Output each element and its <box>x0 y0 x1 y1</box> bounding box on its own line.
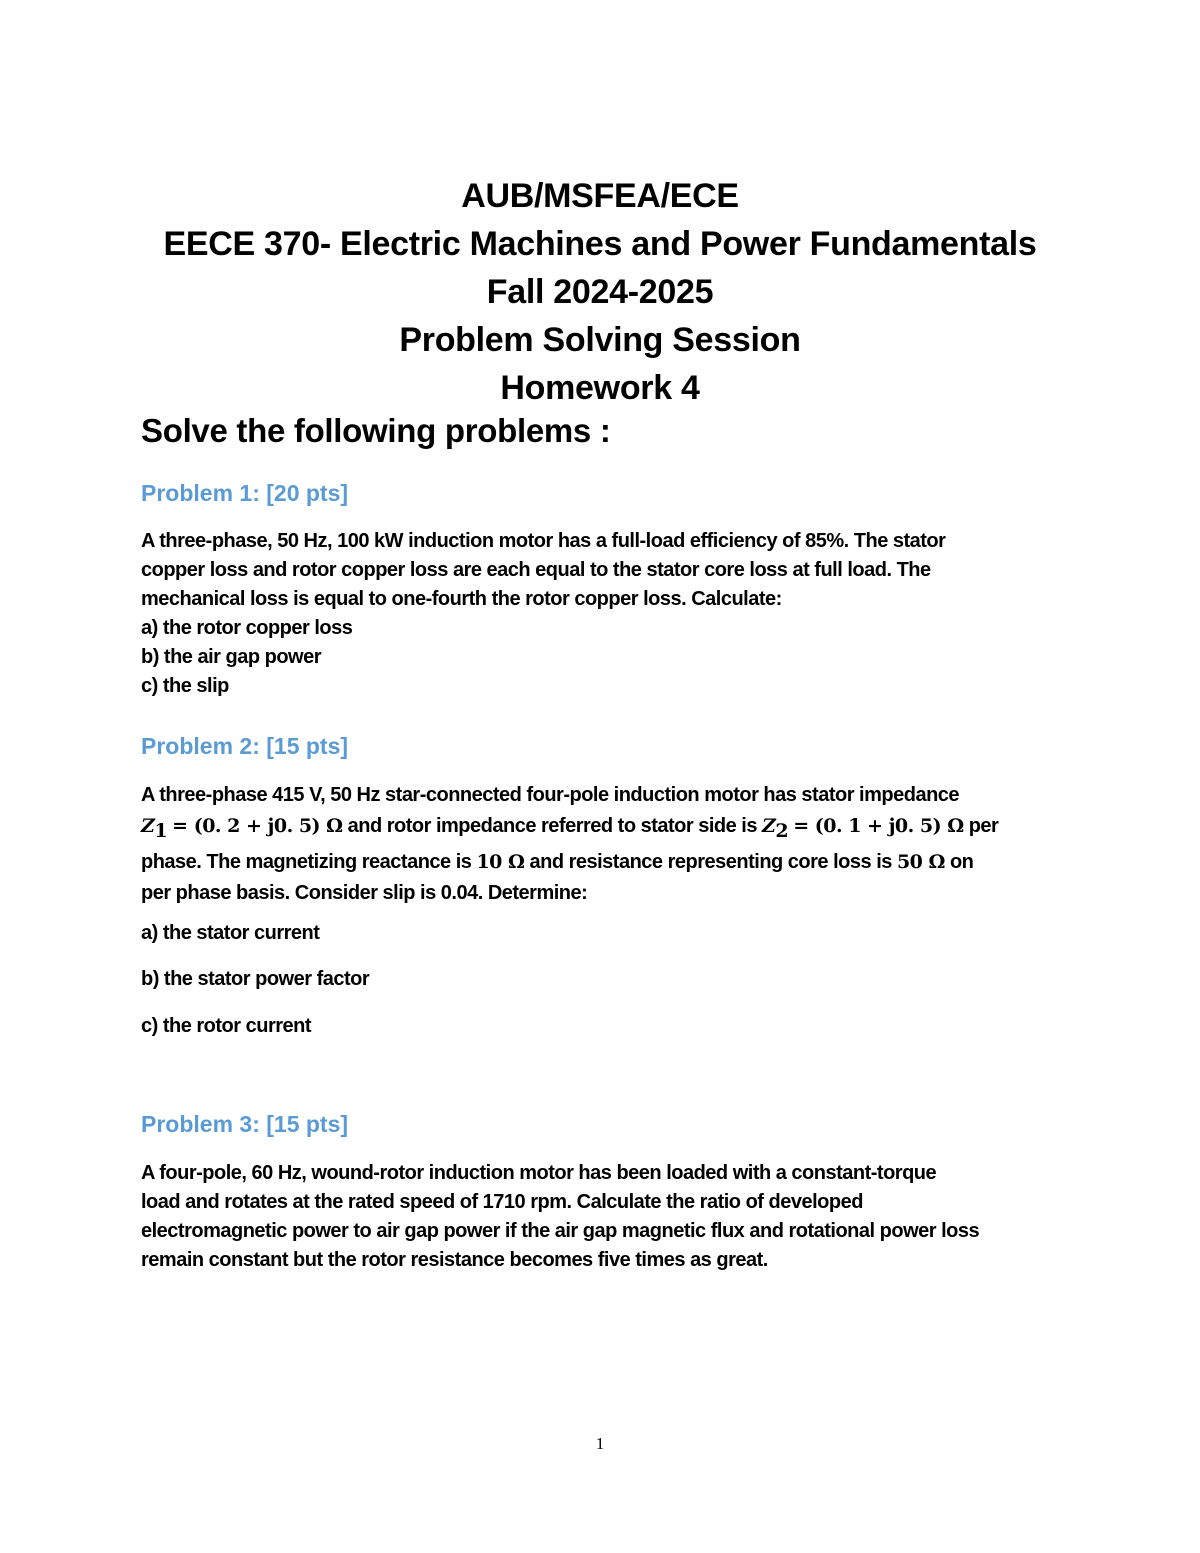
problem-2-line-4: per phase basis. Consider slip is 0.04. Determine: <box>141 882 588 904</box>
problem-2-item-b: b) the stator power factor <box>141 968 370 990</box>
instruction-heading: Solve the following problems : <box>141 412 611 449</box>
problem-2-line-1: A three-phase 415 V, 50 Hz star-connected four-pole induction motor has stator impedance <box>141 784 960 806</box>
z1-value: = (0. 2 + j0. 5) Ω <box>172 815 343 837</box>
problem-1-line-2: copper loss and rotor copper loss are each equal to the stator core loss at full load. The <box>141 559 931 581</box>
problem-1-item-b: b) the air gap power <box>141 646 322 668</box>
institution-line: AUB/MSFEA/ECE <box>461 177 739 215</box>
problem-3-line-3: electromagnetic power to air gap power if the air gap magnetic flux and rotational power loss <box>141 1220 980 1242</box>
problem-1-item-c: c) the slip <box>141 675 229 697</box>
problem-1-line-3: mechanical loss is equal to one-fourth the rotor copper loss. Calculate: <box>141 588 782 610</box>
z2-value: = (0. 1 + j0. 5) Ω <box>793 815 964 837</box>
course-title: EECE 370- Electric Machines and Power Fundamentals <box>163 225 1037 263</box>
homework-title: Homework 4 <box>500 369 700 407</box>
problem-2-line-3-a: phase. The magnetizing reactance is <box>141 851 472 873</box>
magnetizing-reactance-value: 10 Ω <box>476 851 525 873</box>
session-title: Problem Solving Session <box>399 321 801 359</box>
z1-subscript: 1 <box>154 820 168 842</box>
problem-3-line-2: load and rotates at the rated speed of 1710 rpm. Calculate the ratio of developed <box>141 1191 863 1213</box>
problem-2-heading: Problem 2: [15 pts] <box>141 733 349 759</box>
z1-symbol: Z <box>141 815 155 837</box>
problem-3-line-4: remain constant but the rotor resistance becomes five times as great. <box>141 1249 768 1271</box>
semester: Fall 2024-2025 <box>486 273 714 311</box>
problem-3-text <box>141 1159 1071 1275</box>
problem-2-item-c: c) the rotor current <box>141 1015 312 1037</box>
core-loss-resistance-value: 50 Ω <box>896 851 945 873</box>
problem-2-line-3 <box>141 847 1071 878</box>
problem-2-line-2-mid: and rotor impedance referred to stator side is <box>347 815 757 837</box>
problem-1-item-a: a) the rotor copper loss <box>141 617 353 639</box>
problem-1-line-1: A three-phase, 50 Hz, 100 kW induction motor has a full-load efficiency of 85%. The stator <box>141 530 946 552</box>
problem-2-line-3-c: on <box>949 851 974 873</box>
z2-subscript: 2 <box>775 820 789 842</box>
problem-3-line-1: A four-pole, 60 Hz, wound-rotor induction motor has been loaded with a constant-torque <box>141 1162 937 1184</box>
z2-symbol: Z <box>762 815 776 837</box>
document-header <box>0 172 1200 412</box>
page-number: 1 <box>595 1434 605 1453</box>
problem-1-text <box>141 527 1071 701</box>
problem-2-line-2-end: per <box>968 815 999 837</box>
problem-2-line-2 <box>141 811 1071 847</box>
problem-2-item-a: a) the stator current <box>141 922 320 944</box>
problem-2-line-3-b: and resistance representing core loss is <box>529 851 892 873</box>
problem-2-text <box>141 780 1071 909</box>
problem-1-heading: Problem 1: [20 pts] <box>141 480 349 506</box>
problem-3-heading: Problem 3: [15 pts] <box>141 1111 349 1137</box>
